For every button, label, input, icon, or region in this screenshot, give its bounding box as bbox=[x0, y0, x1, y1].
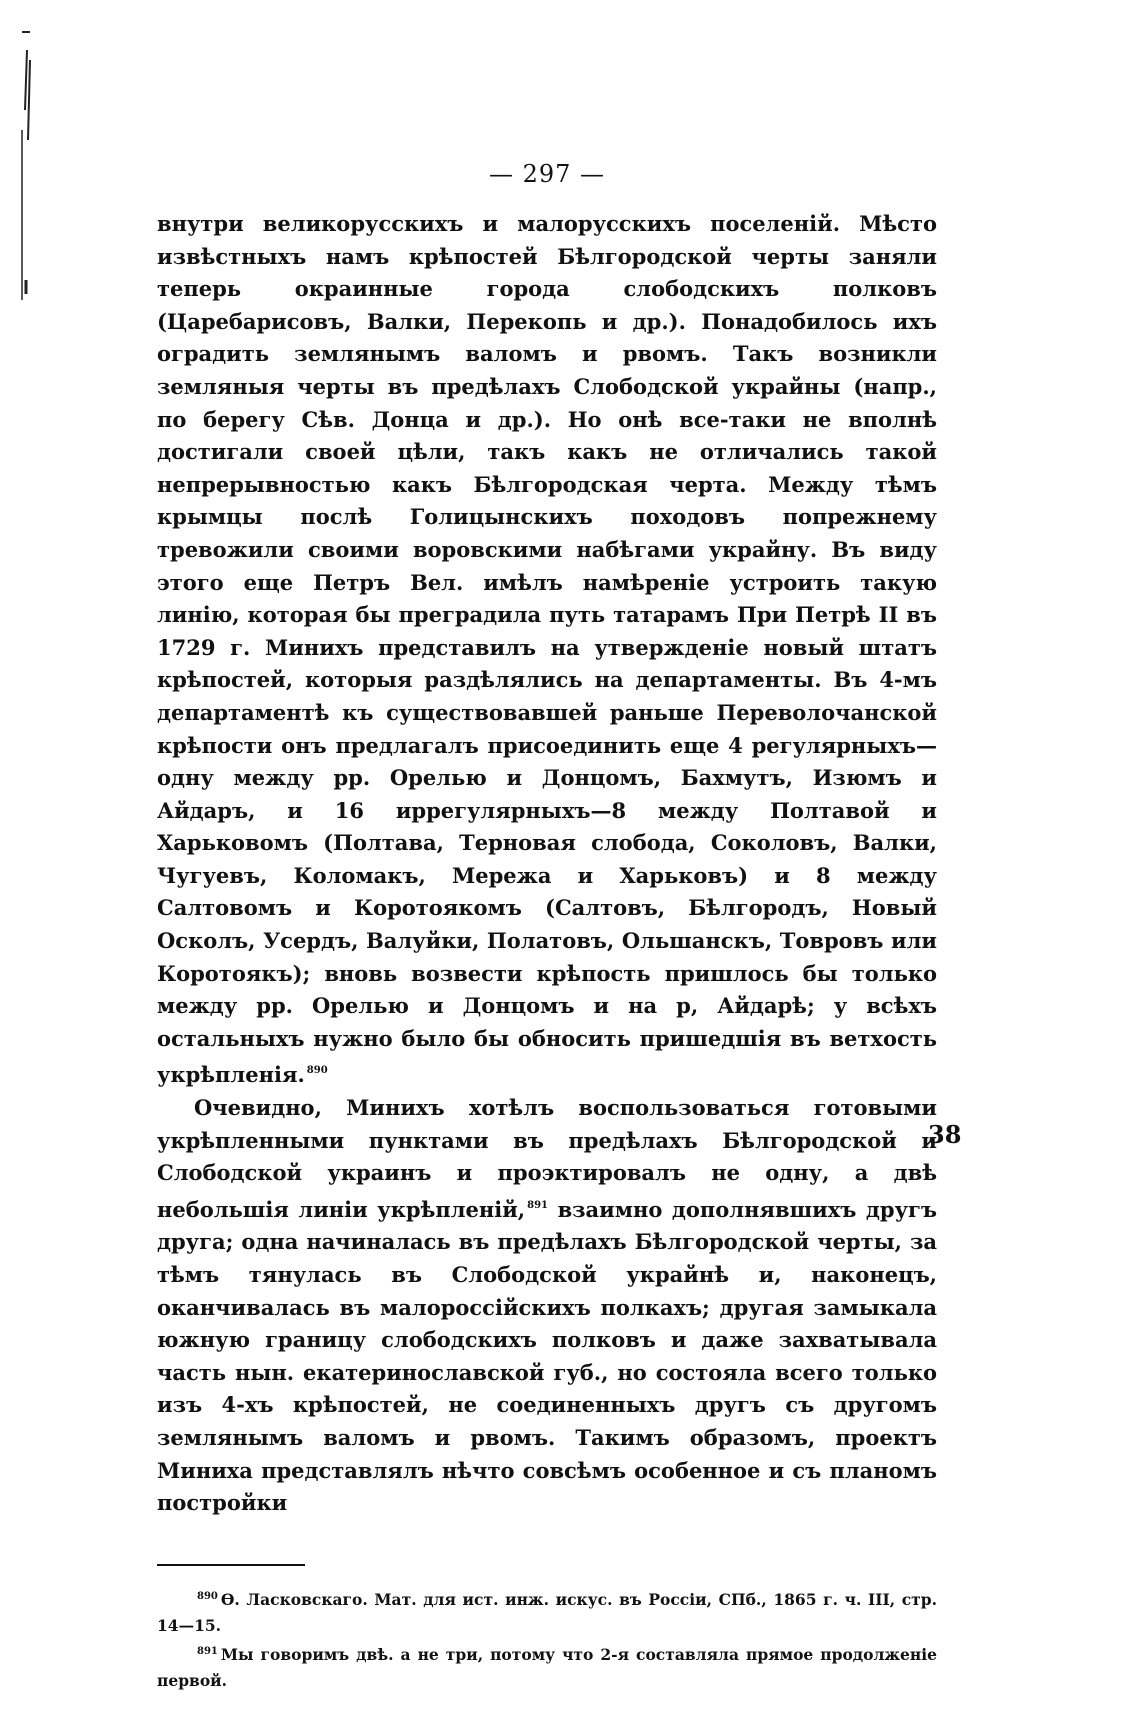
footnote-reference: 891 bbox=[527, 1199, 548, 1211]
main-text bbox=[157, 208, 937, 1520]
paragraph bbox=[157, 1092, 937, 1520]
footnote bbox=[157, 1584, 937, 1639]
footnotes bbox=[157, 1584, 937, 1694]
page-number: — 297 — bbox=[488, 160, 606, 188]
scan-edge-marks bbox=[18, 30, 32, 330]
footnote-text: Мы говоримъ двѣ. а не три, потому что 2-я составляла прямое продолженіе первой. bbox=[157, 1644, 937, 1690]
footnote-reference: 890 bbox=[306, 1065, 328, 1077]
paragraph-text: взаимно дополнявшихъ другъ друга; одна начиналась въ предѣлахъ Бѣлгородской черты, за тѣмъ тянулась въ Слободской украйнѣ и, наконецъ, оканчивалась въ малороссійскихъ полкахъ; другая замыкала южную границу слободскихъ полковъ и даже захватывала часть нын. екатеринославской губ., но состояла всего только изъ 4-хъ крѣпостей, не соединенныхъ другъ съ другомъ землянымъ валомъ и рвомъ. Такимъ образомъ, проектъ Миниха представлялъ нѣчто совсѣмъ особенное и съ планомъ постройки bbox=[157, 1196, 938, 1516]
paragraph-text: внутри великорусскихъ и малорусскихъ поселеній. Мѣсто извѣстныхъ намъ крѣпостей Бѣлгородской черты заняли теперь окраинные города слободскихъ полковъ (Царебарисовъ, Валки, Перекопь и др.). Понадобилось ихъ оградить землянымъ валомъ и рвомъ. Такъ возникли земляныя черты въ предѣлахъ Слободской украйны (напр., по берегу Сѣв. Донца и др.). Но онѣ все-таки не вполнѣ достигали своей цѣли, такъ какъ не отличались такой непрерывностью какъ Бѣлгородская черта. Между тѣмъ крымцы послѣ Голицынскихъ походовъ попрежнему тревожили своими воровскими набѣгами украйну. Въ виду этого еще Петръ Вел. имѣлъ намѣреніе устроить такую линію, которая бы преградила путь татарамъ При Петрѣ II въ 1729 г. Минихъ представилъ на утвержденіе новый штатъ крѣпостей, которыя раздѣлялись на департаменты. Въ 4-мъ департаментѣ къ существовавшей раньше Переволочанской крѣпости онъ предлагалъ присоединить еще 4 регулярныхъ—одну между рр. Орелью и Донцомъ, Бахмутъ, Изюмъ и Айдаръ, и 16 иррегулярныхъ—8 между Полтавой и Харьковомъ (Полтава, Терновая слобода, Соколовъ, Валки, Чугуевъ, Коломакъ, Мережа и Харьковъ) и 8 между Салтовомъ и Коротоякомъ (Салтовъ, Бѣлгородъ, Новый Осколъ, Усердъ, Валуйки, Полатовъ, Ольшанскъ, Товровъ или Коротоякъ); вновь возвести крѣпость пришлось бы только между рр. Орелью и Донцомъ и на р, Айдарѣ; у всѣхъ остальныхъ нужно было бы обносить пришедшія въ ветхость укрѣпленія. bbox=[157, 211, 937, 1088]
paragraph bbox=[157, 208, 937, 1092]
footnote-number: 891 bbox=[197, 1645, 218, 1657]
book-page bbox=[157, 160, 937, 1694]
footnote-text: Ѳ. Ласковскаго. Мат. для ист. инж. искус. въ Россіи, СПб., 1865 г. ч. III, стр. 14—15. bbox=[157, 1589, 937, 1635]
paragraph-text: Очевидно, Минихъ хотѣлъ воспользоваться готовыми укрѣпленными пунктами въ предѣлахъ Бѣлгородской и Слободской украинъ и проэктировалъ не одну, а двѣ небольшія линіи укрѣпленій, bbox=[157, 1095, 937, 1222]
footnote bbox=[157, 1639, 937, 1694]
signature-mark: 38 bbox=[928, 1120, 962, 1149]
footnote-number: 890 bbox=[197, 1590, 218, 1602]
footnote-separator bbox=[157, 1564, 305, 1566]
